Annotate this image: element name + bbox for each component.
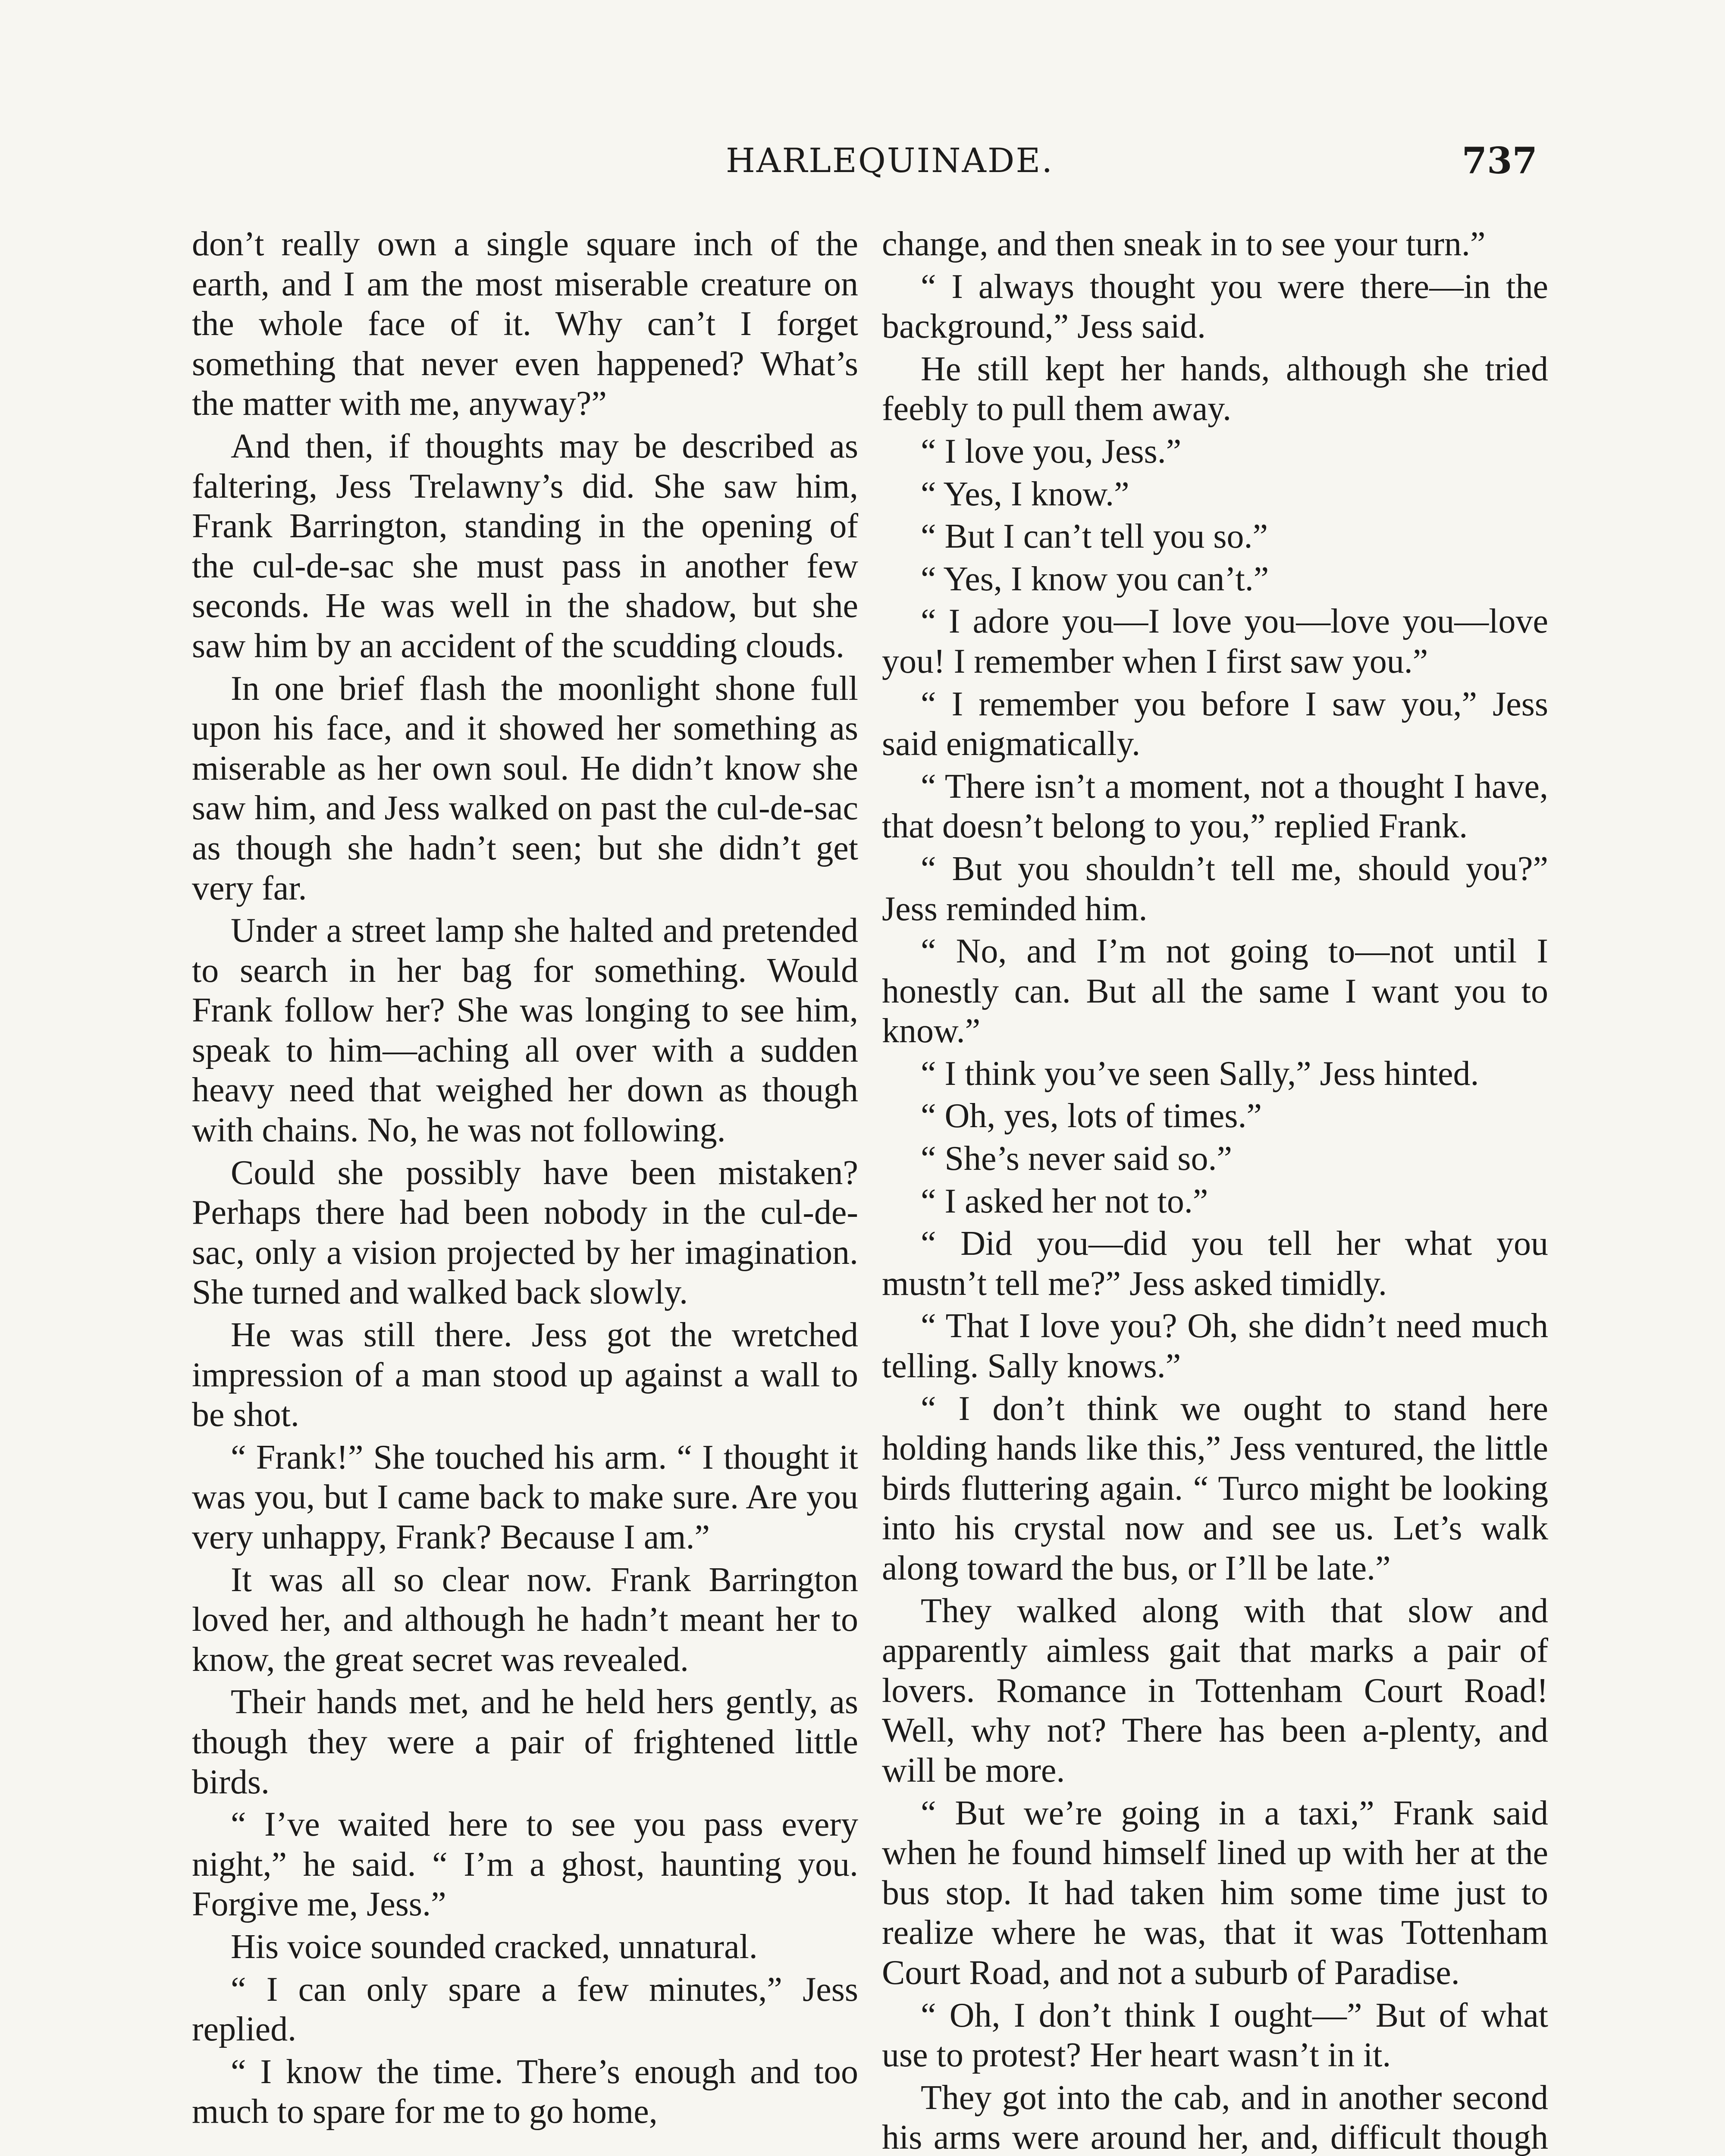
paragraph: “ She’s never said so.”	[921, 1140, 1233, 1178]
page-header	[192, 137, 1537, 185]
paragraph: “ Oh, yes, lots of times.”	[921, 1097, 1262, 1135]
paragraph: He still kept her hands, although she tried feebly to pull them away.	[882, 350, 1548, 428]
page-number: 737	[1462, 139, 1537, 182]
paragraph: “ But I can’t tell you so.”	[921, 517, 1268, 556]
paragraph: “ Frank!” She touched his arm. “ I thought it was you, but I came back to make sure. Are you very unhappy, Frank? Because I am.”	[192, 1438, 858, 1556]
paragraph: “ Yes, I know you can’t.”	[921, 560, 1269, 598]
paragraph: don’t really own a single square inch of the earth, and I am the most miserable creature on the whole face of it. Why can’t I forget something that never even happened? What’s the matter with me, anyway?”	[192, 225, 858, 423]
paragraph: Their hands met, and he held hers gently, as though they were a pair of frightened little birds.	[192, 1683, 858, 1801]
paragraph: “ I know the time. There’s enough and too much to spare for me to go home,	[192, 2053, 858, 2131]
paragraph: They got into the cab, and in another second his arms were around her, and, difficult though	[882, 2078, 1548, 2156]
paragraph: He was still there. Jess got the wretched impression of a man stood up against a wall to be shot.	[192, 1316, 858, 1434]
right-column	[882, 224, 1548, 2156]
paragraph: “ Oh, I don’t think I ought—” But of what use to protest? Her heart wasn’t in it.	[882, 1996, 1548, 2075]
left-column	[192, 224, 858, 2134]
paragraph: “ I can only spare a few minutes,” Jess replied.	[192, 1970, 858, 2049]
paragraph: “ That I love you? Oh, she didn’t need much telling. Sally knows.”	[882, 1307, 1548, 1385]
paragraph: “ I think you’ve seen Sally,” Jess hinted.	[921, 1054, 1479, 1093]
paragraph: “ Did you—did you tell her what you mustn’t tell me?” Jess asked timidly.	[882, 1225, 1548, 1303]
running-title: HARLEQUINADE.	[726, 141, 1054, 180]
paragraph: “ Yes, I know.”	[921, 475, 1129, 513]
paragraph: “ I love you, Jess.”	[921, 432, 1182, 470]
paragraph: His voice sounded cracked, unnatural.	[231, 1927, 758, 1966]
paragraph: “ I asked her not to.”	[921, 1182, 1208, 1220]
paragraph: “ I don’t think we ought to stand here holding hands like this,” Jess ventured, the little birds fluttering again. “ Turco might be looking into his crystal now and see us. Let’s walk along toward the bus, or I’ll be late.”	[882, 1389, 1548, 1587]
paragraph: In one brief flash the moonlight shone full upon his face, and it showed her something as miserable as her own soul. He didn’t know she saw him, and Jess walked on past the cul-de-sac as though she hadn’t seen; but she didn’t get very far.	[192, 669, 858, 907]
paragraph: “ I’ve waited here to see you pass every night,” he said. “ I’m a ghost, haunting you. Forgive me, Jess.”	[192, 1805, 858, 1924]
paragraph: It was all so clear now. Frank Barrington loved her, and although he hadn’t meant her to know, the great secret was revealed.	[192, 1561, 858, 1679]
paragraph: “ I adore you—I love you—love you—love you! I remember when I first saw you.”	[882, 602, 1548, 680]
paragraph: change, and then sneak in to see your turn.”	[882, 225, 1486, 263]
paragraph: “ But we’re going in a taxi,” Frank said when he found himself lined up with her at the bus stop. It had taken him some time just to realize where he was, that it was Tottenham Court Road, and not a suburb of Paradise.	[882, 1794, 1548, 1992]
paragraph: “ I remember you before I saw you,” Jess said enigmatically.	[882, 685, 1548, 763]
paragraph: “ I always thought you were there—in the background,” Jess said.	[882, 267, 1548, 346]
paragraph: They walked along with that slow and apparently aimless gait that marks a pair of lovers. Romance in Tottenham Court Road! Well, why not? There has been a-plenty, and will be more.	[882, 1592, 1548, 1789]
paragraph: Could she possibly have been mistaken? Perhaps there had been nobody in the cul-de-sac, only a vision projected by her imagination. She turned and walked back slowly.	[192, 1153, 858, 1312]
paragraph: Under a street lamp she halted and pretended to search in her bag for something. Would Frank follow her? She was longing to see him, speak to him—aching all over with a sudden heavy need that weighed her down as though with chains. No, he was not following.	[192, 912, 858, 1150]
paragraph: “ There isn’t a moment, not a thought I have, that doesn’t belong to you,” replied Frank.	[882, 767, 1548, 846]
paragraph: “ But you shouldn’t tell me, should you?” Jess reminded him.	[882, 849, 1548, 928]
paragraph: And then, if thoughts may be described as faltering, Jess Trelawny’s did. She saw him, Frank Barrington, standing in the opening of the cul-de-sac she must pass in another few seconds. He was well in the shadow, but she saw him by an accident of the scudding clouds.	[192, 427, 858, 665]
paragraph: “ No, and I’m not going to—not until I honestly can. But all the same I want you to know.”	[882, 932, 1548, 1050]
